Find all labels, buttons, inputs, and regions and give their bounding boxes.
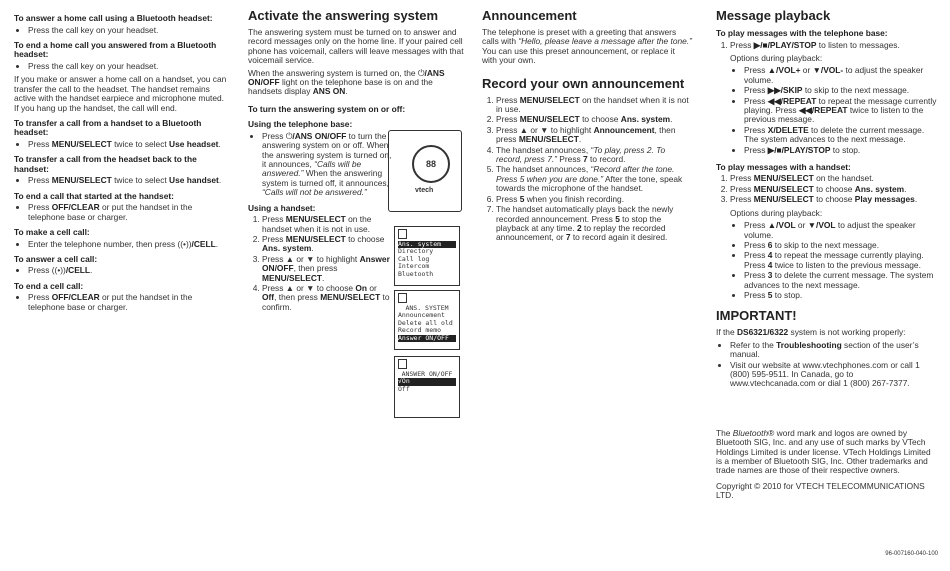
telephone-base-illustration bbox=[388, 130, 462, 212]
heading: To end a call that started at the handset: bbox=[14, 190, 174, 201]
list bbox=[14, 140, 229, 149]
list-item: 5. The handset announces, “Record after the tone. Press 5 when you are done.” After the tone, speak towards the microphone of the handset. bbox=[496, 165, 692, 193]
list bbox=[716, 41, 938, 50]
paragraph: Options during playback: bbox=[730, 207, 823, 218]
list-item: • Press X/DELETE to delete the current message. The system advances to the next message. bbox=[744, 126, 938, 145]
list bbox=[14, 266, 229, 275]
list-item: 1. Press ▶/■/PLAY/STOP to listen to messages. bbox=[730, 41, 938, 50]
heading: To make a cell call: bbox=[14, 227, 90, 238]
cell-key-icon: ((•)) bbox=[177, 238, 192, 249]
list-item: 7. The handset automatically plays back the newly recorded announcement. Press 5 to stop the playback at any time. 2 to replay the recorded announcement, or 7 to record again it desired. bbox=[496, 205, 692, 243]
menu-item: Answer ON/OFF bbox=[398, 335, 456, 342]
paragraph: If you make or answer a home call on a handset, you can transfer the call to the headset. The handset remains active with the handset earpiece and microphone muted. If you hang up the handset, the call will end. bbox=[14, 74, 227, 113]
list-item: • Press ((•))/CELL. bbox=[28, 266, 229, 275]
heading: To answer a cell call: bbox=[14, 253, 98, 264]
list bbox=[14, 176, 229, 185]
list bbox=[482, 96, 692, 243]
list-item: • Enter the telephone number, then press ((•))/CELL. bbox=[28, 240, 229, 249]
battery-icon bbox=[398, 293, 407, 303]
copyright: Copyright © 2010 for VTECH TELECOMMUNICATIONS LTD. bbox=[716, 480, 925, 501]
menu-item: Off bbox=[398, 384, 410, 393]
list-item: • Press ◀◀/REPEAT to repeat the message currently playing. Press ◀◀/REPEAT twice to listen to the previous message. bbox=[744, 97, 938, 125]
list-item: 3. Press ▲ or ▼ to highlight Announcement, then press MENU/SELECT. bbox=[496, 126, 692, 145]
heading: To play messages with the telephone base: bbox=[716, 28, 888, 38]
column-announcement bbox=[482, 8, 692, 247]
list-item: • Press MENU/SELECT twice to select Use handset. bbox=[28, 176, 229, 185]
list-item: • Press ▶▶/SKIP to skip to the next message. bbox=[744, 86, 938, 95]
list bbox=[730, 66, 938, 155]
column-message-playback bbox=[716, 8, 938, 504]
list-item: • Press MENU/SELECT twice to select Use headset. bbox=[28, 140, 229, 149]
list-item: • Press OFF/CLEAR or put the handset in the telephone base or charger. bbox=[28, 293, 229, 312]
heading: To transfer a call from the headset back to the handset: bbox=[14, 154, 197, 174]
base-display: 88 bbox=[412, 145, 450, 183]
list-item: 1. Press MENU/SELECT on the handset when it is not in use. bbox=[262, 215, 392, 234]
battery-icon bbox=[398, 229, 407, 239]
vtech-logo: vtech bbox=[415, 187, 434, 194]
legal-notice: The Bluetooth® word mark and logos are owned by Bluetooth SIG, Inc. and any use of such marks by VTech Holdings Limited is under license. VTech Holdings Limited is a member of Bluetooth SIG, Inc. Other trademarks and trade names are those of their respective owners. bbox=[716, 427, 931, 476]
section-title: Announcement bbox=[482, 8, 577, 23]
list-item: • Refer to the Troubleshooting section of the user’s manual. bbox=[730, 341, 938, 360]
list-item: 1. Press MENU/SELECT on the handset when it is not in use. bbox=[496, 96, 692, 115]
column-bluetooth-calls bbox=[14, 8, 229, 316]
list bbox=[716, 174, 938, 204]
list-item: 2. Press MENU/SELECT to choose Ans. system. bbox=[262, 235, 392, 254]
list-item: 2. Press MENU/SELECT to choose Ans. system. bbox=[496, 115, 692, 124]
menu-item: Announcement bbox=[398, 311, 445, 320]
list-item: 1. Press MENU/SELECT on the handset. bbox=[730, 174, 938, 183]
menu-title: ANS. SYSTEM bbox=[405, 304, 449, 312]
heading: To turn the answering system on or off: bbox=[248, 103, 406, 114]
menu-title: ANSWER ON/OFF bbox=[401, 370, 453, 378]
paragraph: The telephone is preset with a greeting that answers calls with “Hello, please leave a message after the tone.” You can use this preset announcement, or replace it with your own. bbox=[482, 27, 692, 66]
handset-screen-ans-system bbox=[394, 290, 460, 350]
menu-item: Call log bbox=[398, 254, 430, 263]
part-number: 96-007160-040-100 bbox=[885, 551, 938, 557]
paragraph: The answering system must be turned on to answer and record messages only on the home line. If your paired cell phone has voicemail, callers will leave messages with that voicemail service. bbox=[248, 27, 464, 66]
list-item: 6. Press 5 when you finish recording. bbox=[496, 195, 692, 204]
section-title: Activate the answering system bbox=[248, 8, 439, 23]
list bbox=[14, 293, 229, 312]
list bbox=[248, 215, 392, 312]
list-item: • Press ▲/VOL+ or ▼/VOL- to adjust the speaker volume. bbox=[744, 66, 938, 85]
list-item: • Press ▶/■/PLAY/STOP to stop. bbox=[744, 146, 938, 155]
list bbox=[14, 62, 229, 71]
list-item: • Press 6 to skip to the next message. bbox=[744, 241, 938, 250]
important-title: IMPORTANT! bbox=[716, 308, 797, 324]
list-item: • Press OFF/CLEAR or put the handset in the telephone base or charger. bbox=[28, 203, 229, 222]
menu-item: Bluetooth bbox=[398, 269, 434, 278]
list-item: • Press 4 to repeat the message currently playing. Press 4 twice to listen to the previous message. bbox=[744, 251, 938, 270]
menu-item: Ans. system bbox=[398, 241, 456, 248]
paragraph: Options during playback: bbox=[730, 52, 823, 63]
list bbox=[730, 221, 938, 300]
column-activate-answering bbox=[248, 8, 466, 393]
heading: To play messages with a handset: bbox=[716, 161, 851, 172]
list-item: 4. Press ▲ or ▼ to choose On or Off, then press MENU/SELECT to confirm. bbox=[262, 284, 392, 312]
menu-item: Record memo bbox=[398, 326, 442, 335]
heading: To answer a home call using a Bluetooth headset: bbox=[14, 13, 213, 23]
cell-key-icon: ((•)) bbox=[51, 265, 66, 276]
menu-item: √On bbox=[398, 378, 456, 385]
paragraph: When the answering system is turned on, the ⏻/ANS ON/OFF light on the telephone base is on and the handsets display ANS ON. bbox=[248, 67, 445, 97]
list-item: • Press the call key on your headset. bbox=[28, 62, 229, 71]
list-item: • Press 5 to stop. bbox=[744, 291, 938, 300]
list-item: • Press ▲/VOL or ▼/VOL to adjust the speaker volume. bbox=[744, 221, 938, 240]
power-icon: ⏻ bbox=[285, 130, 293, 141]
list-item: • Visit our website at www.vtechphones.com or call 1 (800) 595-9511. In Canada, go to www.vtechcanada.com or dial 1 (800) 267-7377. bbox=[730, 361, 938, 389]
list bbox=[716, 341, 938, 389]
menu-item: Delete all old bbox=[398, 318, 453, 327]
list bbox=[248, 132, 392, 198]
paragraph: If the DS6321/6322 system is not working properly: bbox=[716, 327, 906, 338]
handset-screen-answer-onoff bbox=[394, 356, 460, 418]
list bbox=[14, 240, 229, 249]
section-title: Record your own announcement bbox=[482, 75, 685, 91]
list-item: 3. Press ▲ or ▼ to highlight Answer ON/OFF, then press MENU/SELECT. bbox=[262, 255, 392, 283]
heading: To transfer a call from a handset to a Bluetooth headset: bbox=[14, 117, 202, 138]
list-item: 3. Press MENU/SELECT to choose Play messages. bbox=[730, 195, 938, 204]
list-item: • Press 3 to delete the current message. The system advances to the next message. bbox=[744, 271, 938, 290]
list-item: • Press the call key on your headset. bbox=[28, 26, 229, 35]
power-icon: ⏻ bbox=[417, 67, 425, 78]
menu-item: Directory bbox=[398, 247, 434, 256]
list bbox=[14, 203, 229, 222]
list bbox=[14, 26, 229, 35]
heading: Using a handset: bbox=[248, 202, 316, 213]
list-item: 2. Press MENU/SELECT to choose Ans. system. bbox=[730, 185, 938, 194]
list-item: 4. The handset announces, “To play, press 2. To record, press 7.” Press 7 to record. bbox=[496, 146, 692, 165]
list-item: • Press ⏻/ANS ON/OFF to turn the answering system on or off. When the answering system is turned on, it announces, “Calls will be answered.” When the answering system is turned off, it announces, “Calls will not be answered.” bbox=[262, 132, 392, 198]
section-title: Message playback bbox=[716, 8, 831, 23]
handset-screen-main-menu bbox=[394, 226, 460, 286]
heading: To end a cell call: bbox=[14, 280, 84, 291]
heading: Using the telephone base: bbox=[248, 119, 353, 130]
heading: To end a home call you answered from a Bluetooth headset: bbox=[14, 39, 217, 60]
battery-icon bbox=[398, 359, 407, 369]
menu-item: Intercom bbox=[398, 262, 430, 271]
